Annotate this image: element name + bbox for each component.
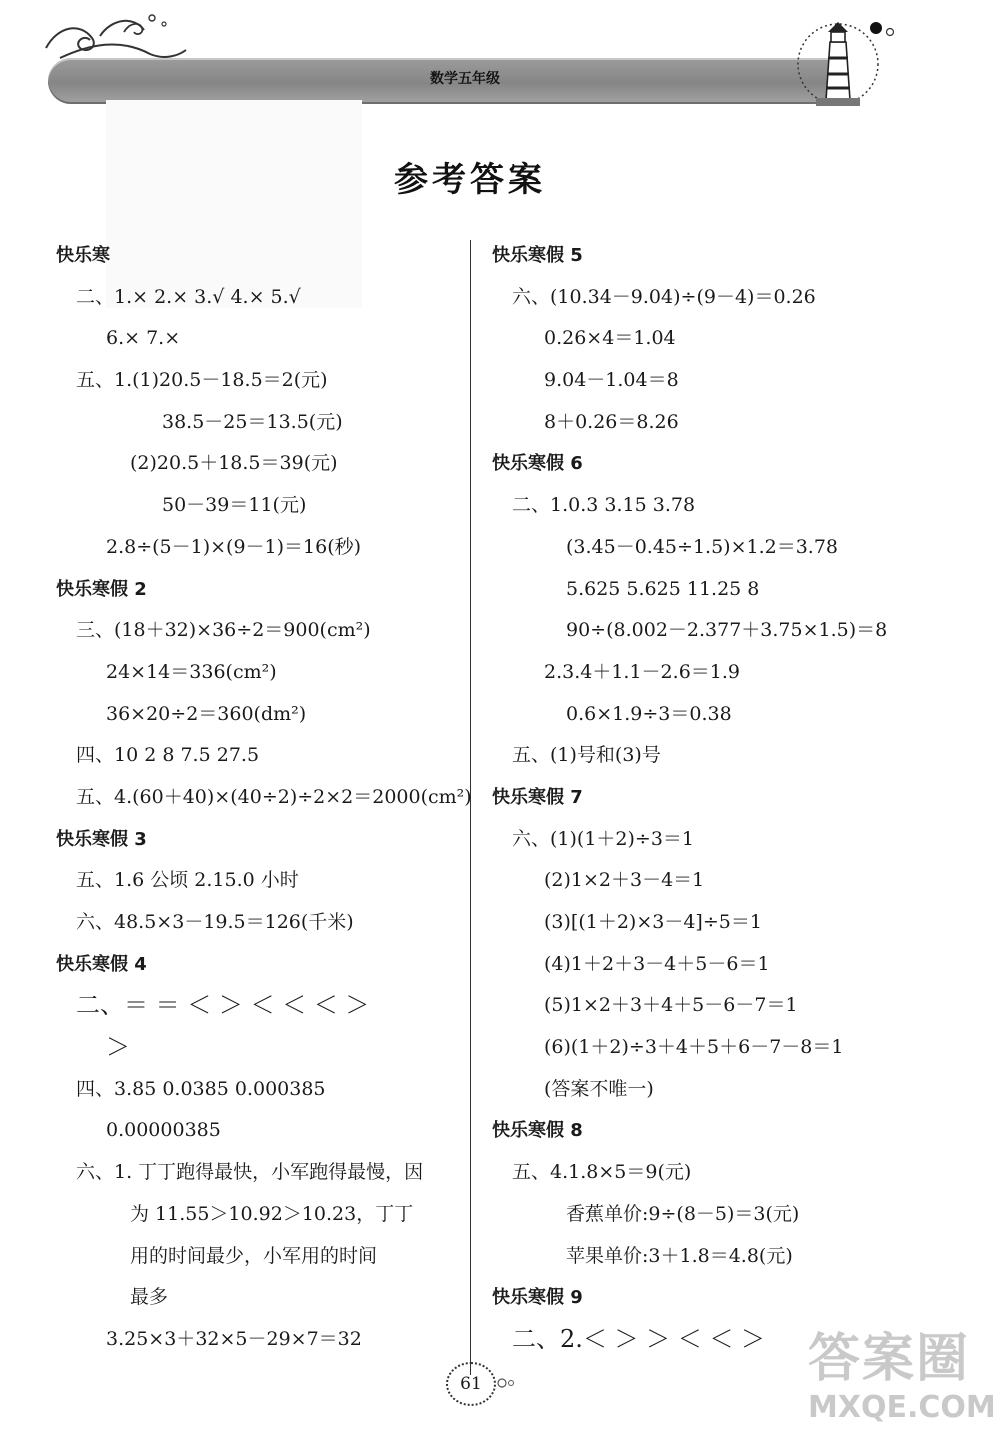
watermark-logo-text: 答案圈 [808, 1329, 971, 1389]
right-answer-column [492, 235, 912, 1361]
answer-line: 六、48.5×3－19.5＝126(千米) [76, 911, 354, 933]
answer-line: 6.× 7.× [106, 327, 181, 350]
answer-line: (6)(1＋2)÷3＋4＋5＋6－7－8＝1 [544, 1036, 844, 1059]
answer-line: 8＋0.26＝8.26 [544, 410, 679, 433]
answer-line: 5.625 5.625 11.25 8 [566, 577, 760, 600]
answer-line: 二、2.＜ ＞ ＞ ＜ ＜ ＞ [512, 1324, 766, 1353]
answer-line: ＞ [106, 1033, 130, 1062]
answer-line: 四、10 2 8 7.5 27.5 [76, 744, 260, 767]
header-title: 数学五年级 [430, 71, 500, 87]
answer-line: 二、1.× 2.× 3.√ 4.× 5.√ [76, 285, 301, 308]
answer-line: 五、1.(1)20.5－18.5＝2(元) [76, 369, 328, 392]
section-heading: 快乐寒 [56, 245, 110, 266]
answer-line: 四、3.85 0.0385 0.000385 [76, 1077, 326, 1100]
answer-line: 0.00000385 [106, 1119, 221, 1142]
answer-line: 六、(10.34－9.04)÷(9－4)＝0.26 [512, 285, 816, 308]
page-title: 参考答案 [394, 160, 546, 200]
answer-line: 2.8÷(5－1)×(9－1)＝16(秒) [106, 535, 362, 558]
answer-line: (2)1×2＋3－4＝1 [544, 869, 705, 892]
lighthouse-icon [790, 12, 900, 112]
watermark-site: MXQE.COM [808, 1390, 996, 1425]
watermark [808, 1328, 996, 1432]
section-heading: 快乐寒假 6 [492, 453, 583, 475]
answer-line: 38.5－25＝13.5(元) [162, 410, 343, 433]
answer-line: 五、4.(60＋40)×(40÷2)÷2×2＝2000(cm²) [76, 785, 472, 808]
answer-line: 苹果单价:3＋1.8＝4.8(元) [566, 1244, 793, 1267]
answer-line: 为 11.55＞10.92＞10.23，丁丁 [130, 1202, 414, 1225]
answer-line: 最多 [130, 1286, 169, 1309]
section-heading: 快乐寒假 8 [492, 1120, 583, 1142]
answer-line: 2.3.4＋1.1－2.6＝1.9 [544, 660, 740, 683]
answer-line: 五、1.6 公顷 2.15.0 小时 [76, 869, 299, 892]
section-heading: 快乐寒假 9 [492, 1287, 583, 1309]
answer-line: (答案不唯一) [544, 1077, 654, 1100]
answer-line: 50－39＝11(元) [162, 494, 307, 517]
section-heading: 快乐寒假 7 [492, 786, 583, 808]
section-heading: 快乐寒假 5 [492, 245, 583, 266]
answer-line: 六、(1)(1＋2)÷3＝1 [512, 827, 695, 850]
answer-line: 五、4.1.8×5＝9(元) [512, 1161, 692, 1184]
answer-line: (3)[(1＋2)×3－4]÷5＝1 [544, 911, 762, 933]
answer-line: (4)1＋2＋3－4＋5－6＝1 [544, 952, 770, 975]
page-number: 61 [446, 1362, 496, 1406]
section-heading: 快乐寒假 2 [56, 578, 147, 600]
answer-line: 用的时间最少，小军用的时间 [130, 1244, 378, 1267]
answer-line: (2)20.5＋18.5＝39(元) [130, 452, 338, 475]
answer-line: (5)1×2＋3＋4＋5－6－7＝1 [544, 994, 798, 1017]
answer-line: (3.45－0.45÷1.5)×1.2＝3.78 [566, 535, 839, 558]
left-answer-column [56, 235, 476, 1361]
section-heading: 快乐寒假 4 [56, 953, 147, 975]
answer-line: 36×20÷2＝360(dm²) [106, 702, 307, 725]
page-number-flourish-icon [496, 1376, 516, 1390]
answer-line: 三、(18＋32)×36÷2＝900(cm²) [76, 619, 371, 642]
answer-line: 90÷(8.002－2.377＋3.75×1.5)＝8 [566, 619, 888, 642]
section-heading: 快乐寒假 3 [56, 828, 147, 850]
answer-line: 香蕉单价:9÷(8－5)＝3(元) [566, 1202, 800, 1225]
answer-line: 0.26×4＝1.04 [544, 327, 676, 350]
answer-line: 3.25×3＋32×5－29×7＝32 [106, 1327, 362, 1350]
answer-line: 二、＝ ＝ ＜ ＞ ＜ ＜ ＜ ＞ [76, 991, 370, 1020]
answer-line: 0.6×1.9÷3＝0.38 [566, 702, 732, 725]
answer-line: 24×14＝336(cm²) [106, 660, 277, 683]
answer-line: 五、(1)号和(3)号 [512, 744, 661, 767]
answer-line: 9.04－1.04＝8 [544, 369, 679, 392]
answer-line: 六、1. 丁丁跑得最快，小军跑得最慢，因 [76, 1161, 424, 1184]
answer-line: 二、1.0.3 3.15 3.78 [512, 494, 696, 517]
